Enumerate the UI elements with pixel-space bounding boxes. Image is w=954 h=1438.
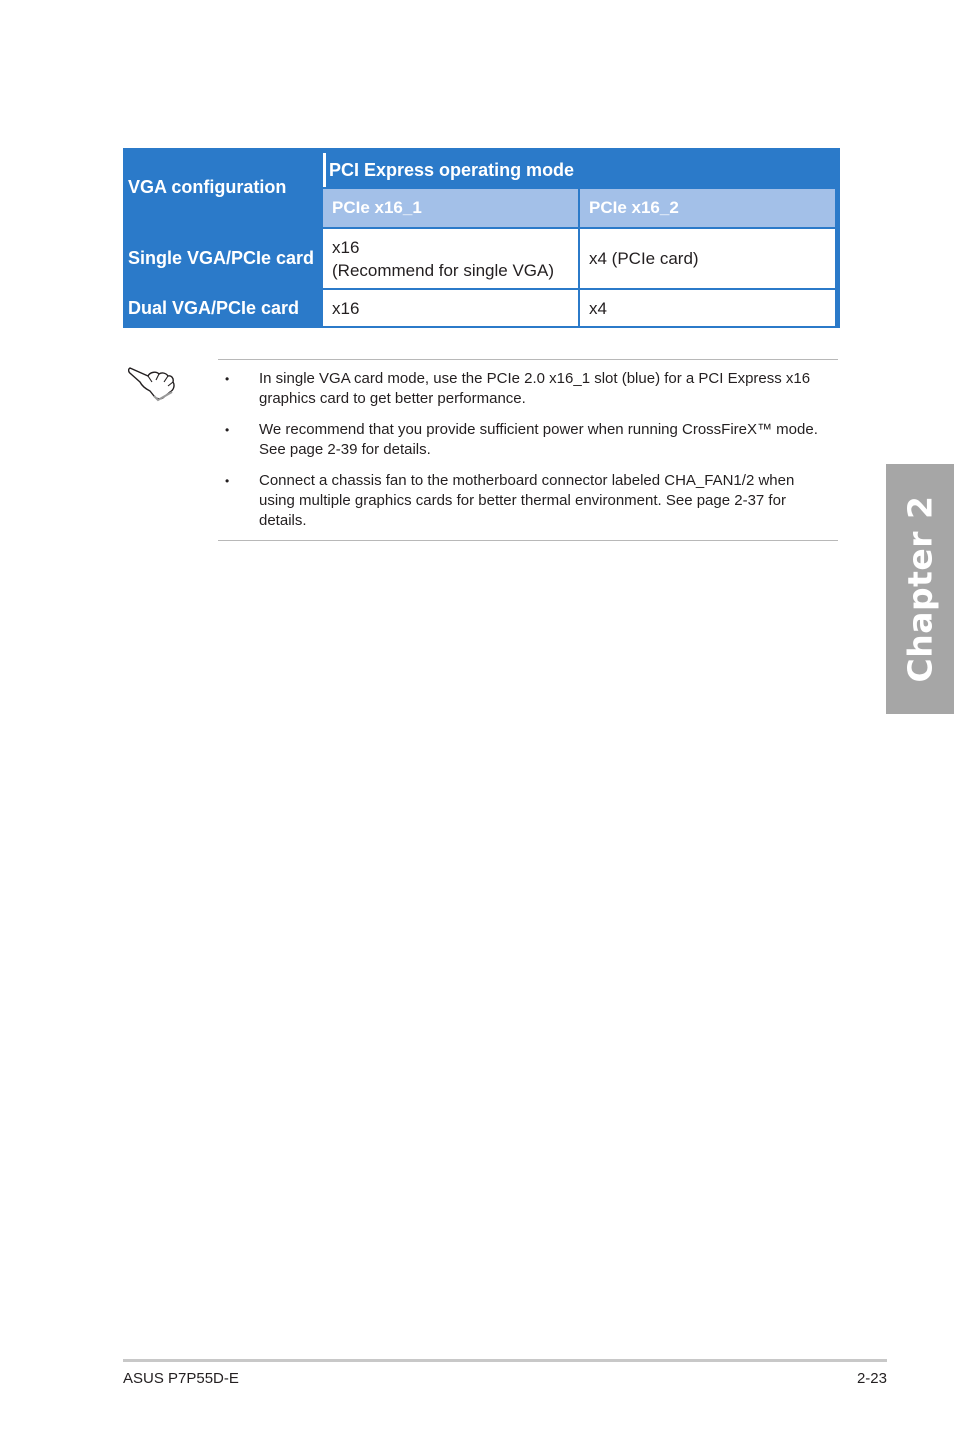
cell-single-pcie-x16-1: [323, 229, 578, 288]
chapter-tab-label: Chapter 2: [900, 495, 940, 683]
footer-page-number: 2-23: [856, 1370, 887, 1387]
note-item-text: In single VGA card mode, use the PCIe 2.0 x16_1 slot (blue) for a PCI Express x16 graphics card to get better performance.: [259, 370, 811, 407]
chapter-tab: [886, 464, 954, 714]
note-item-text: We recommend that you provide sufficient power when running CrossFireX™ mode. See page 2-39 for details.: [259, 421, 818, 458]
row-label-single-vga: Single VGA/PCIe card: [128, 248, 315, 268]
bullet: •: [225, 474, 230, 488]
row-label-dual-vga: Dual VGA/PCIe card: [128, 297, 300, 318]
bullet: •: [225, 372, 230, 386]
footer-rule: [123, 1359, 887, 1362]
cell-dual-pcie-x16-2: x4: [580, 290, 835, 326]
footer-product-name: ASUS P7P55D-E: [123, 1370, 239, 1387]
note-bottom-rule: [218, 540, 838, 541]
cell-dual-pcie-x16-1: x16: [323, 290, 578, 326]
header-pci-express-mode: PCI Express operating mode: [323, 153, 835, 187]
header-vga-configuration: VGA configuration: [128, 177, 287, 197]
pointing-hand-icon: [128, 362, 178, 402]
note-item: [222, 471, 832, 531]
subheader-pcie-x16-1: PCIe x16_1: [323, 189, 578, 227]
vga-configuration-table: [123, 148, 840, 328]
note-top-rule: [218, 359, 838, 360]
note-item-text: Connect a chassis fan to the motherboard connector labeled CHA_FAN1/2 when using multiple graphics cards for better thermal environment. See page 2-37 for details.: [259, 472, 795, 529]
cell-single-pcie-x16-1-line1: x16: [332, 237, 360, 257]
note-item: [222, 420, 832, 460]
note-item: [222, 369, 832, 409]
subheader-pcie-x16-2: PCIe x16_2: [580, 189, 835, 227]
cell-single-pcie-x16-2: x4 (PCIe card): [580, 229, 835, 288]
note-list: [222, 369, 832, 542]
bullet: •: [225, 423, 230, 437]
cell-single-pcie-x16-1-line2: (Recommend for single VGA): [332, 260, 555, 280]
